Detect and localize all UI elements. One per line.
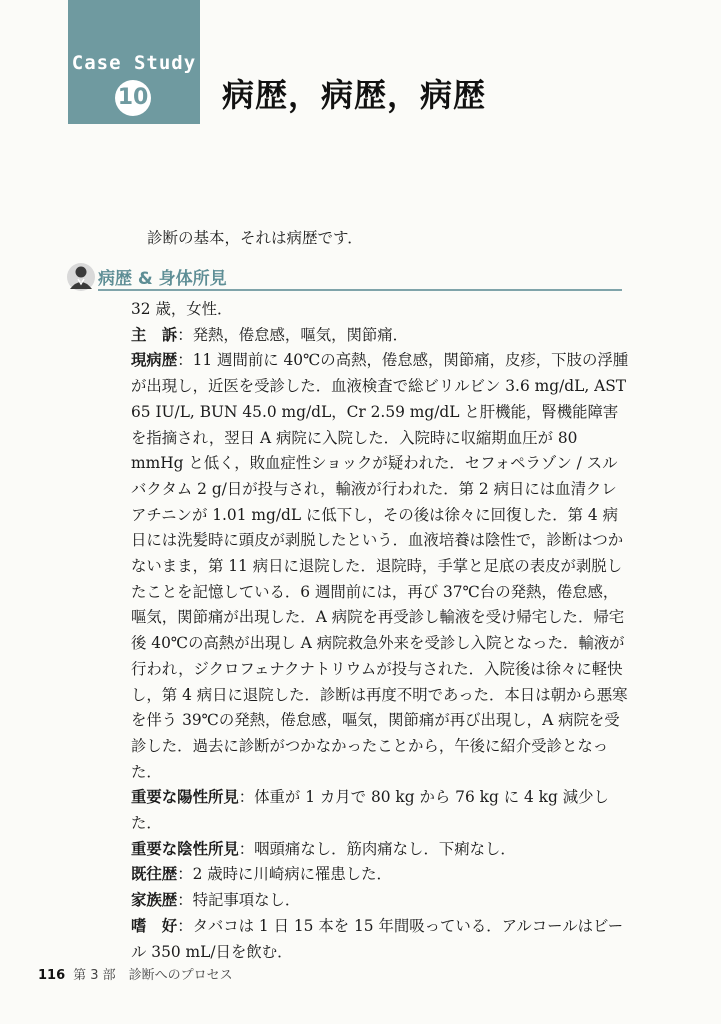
positive-findings (131, 785, 631, 836)
chief-complaint-text: ：発熱，倦怠感，嘔気，関節痛． (177, 325, 409, 344)
part-label: 第 3 部 診断へのプロセス (73, 968, 233, 983)
doctor-icon (66, 262, 96, 292)
chief-complaint-label: 主 訴 (131, 325, 178, 344)
page-number: 116 (38, 968, 66, 983)
family-history-label: 家族歴 (131, 891, 178, 910)
age-sex: 32 歳，女性． (131, 300, 233, 318)
negative-findings-text: ：咽頭痛なし．筋肉痛なし．下痢なし． (238, 839, 516, 858)
family-history-text: ：特記事項なし． (177, 891, 301, 910)
case-study-label: Case Study (71, 52, 197, 74)
page-footer (38, 964, 233, 983)
page-title: 病歴，病歴，病歴 (222, 76, 487, 114)
negative-findings (131, 837, 631, 863)
positive-findings-text: ：体重が 1 カ月で 80 kg から 76 kg に 4 kg 減少した． (131, 788, 609, 833)
negative-findings-label: 重要な陰性所見 (131, 839, 239, 858)
case-history (131, 297, 631, 965)
family-history (131, 888, 631, 914)
chief-complaint (131, 323, 631, 349)
habits-label: 嗜 好 (131, 916, 178, 935)
present-illness-text: ：11 週間前に 40℃の高熱，倦怠感，関節痛，皮疹，下肢の浮腫が出現し，近医を受診した．血液検査で総ビリルビン 3.6 mg/dL, AST 65 IU/L, BUN 45.0 mg/dL，Cr 2.59 mg/dL と肝機能，腎機能障害を指摘され，翌日 A 病院に入院した．入院時に収縮期血圧が 80 mmHg と低く，敗血症性ショックが疑われた．セフォペラゾン / スルバクタム 2 g/日が投与され，輸液が行われた．第 2 病日には血清クレアチニンが 1.01 mg/dL に低下し，その後は徐々に回復した．第 4 病日には洗髪時に頭皮が剥脱したという．血液培養は陰性で，診断はつかないまま，第 11 病日に退院した．退院時，手掌と足底の表皮が剥脱したことを記憶している．6 週間前には，再び 37℃台の発熱，倦怠感，嘔気，関節痛が出現した．A 病院を再受診し輸液を受け帰宅した．帰宅後 40℃の高熱が出現し A 病院救急外来を受診し入院となった．輸液が行われ，ジクロフェナクナトリウムが投与された．入院後は徐々に軽快し，第 4 病日に退院した．診断は再度不明であった．本日は朝から悪寒を伴う 39℃の発熱，倦怠感，嘔気，関節痛が再び出現し，A 病院を受診した．過去に診断がつかなかったことから，午後に紹介受診となった． (131, 351, 629, 781)
intro-text: 診断の基本，それは病歴です． (147, 229, 363, 247)
past-history-label: 既往歴 (131, 865, 178, 884)
present-illness-label: 現病歴 (131, 351, 178, 370)
past-history-text: ：2 歳時に川崎病に罹患した． (177, 865, 392, 884)
positive-findings-label: 重要な陽性所見 (131, 788, 239, 807)
case-number: 10 (115, 80, 151, 116)
section-divider (98, 289, 622, 291)
section-heading: 病歴 & 身体所見 (98, 269, 227, 289)
habits (131, 914, 631, 965)
past-history (131, 862, 631, 888)
case-study-badge (68, 0, 200, 124)
present-illness (131, 348, 631, 785)
habits-text: ：タバコは 1 日 15 本を 15 年間吸っている．アルコールはビール 350 mL/日を飲む． (131, 916, 624, 961)
